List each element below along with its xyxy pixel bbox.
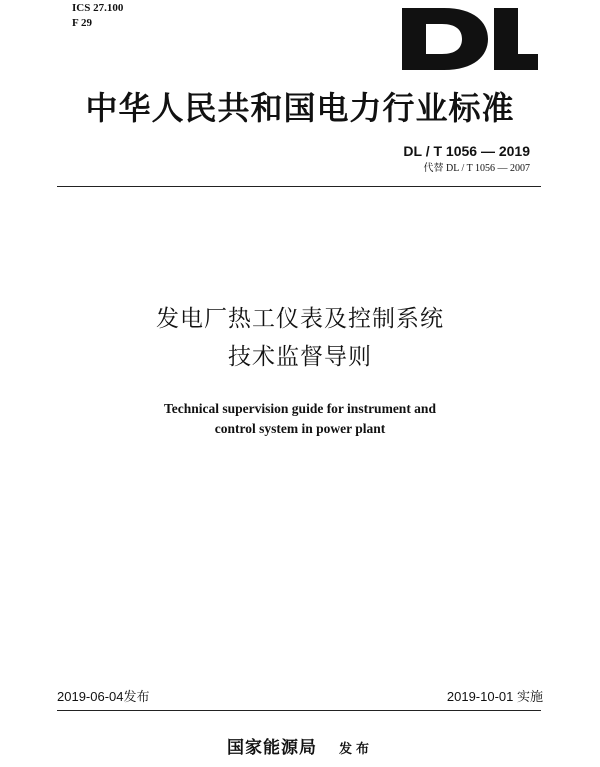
issuer-name: 国家能源局 (226, 738, 317, 758)
top-divider (57, 186, 541, 187)
standard-number: DL / T 1056 — 2019 (403, 143, 530, 159)
title-cn-line2: 技术监督导则 (228, 344, 372, 370)
dl-logo (400, 4, 540, 74)
ccs-code: F 29 (72, 17, 93, 29)
bottom-divider (57, 710, 541, 711)
implementation-date: 2019-10-01 实施 (446, 689, 543, 704)
logo-letter-l (494, 8, 538, 70)
ics-code: ICS 27.100 (72, 2, 124, 14)
title-cn-line1: 发电厂热工仪表及控制系统 (156, 306, 444, 332)
issuer (0, 733, 600, 758)
standard-replaces: 代替 DL / T 1056 — 2007 (423, 163, 530, 174)
org-title: 中华人民共和国电力行业标准 (85, 89, 515, 127)
issue-date: 2019-06-04发布 (57, 689, 150, 704)
title-en-line1: Technical supervision guide for instrument and (164, 401, 436, 416)
logo-letter-d (402, 8, 488, 70)
issuer-action: 发布 (338, 742, 373, 757)
title-en-line2: control system in power plant (214, 421, 386, 436)
